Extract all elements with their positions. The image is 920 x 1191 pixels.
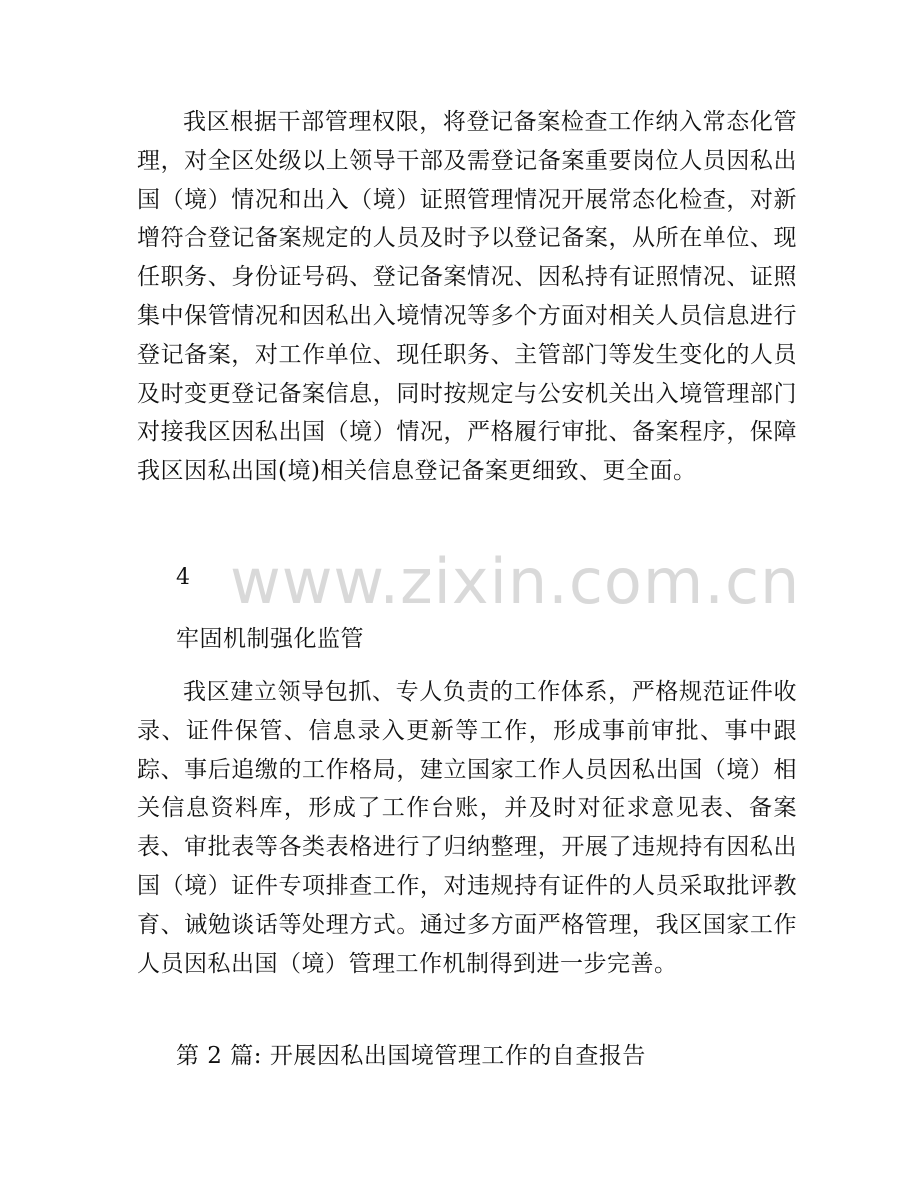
body-paragraph-mechanism: 我区建立领导包抓、专人负责的工作体系，严格规范证件收录、证件保管、信息录入更新等工作，形成事前审批、事中跟踪、事后追缴的工作格局，建立国家工作人员因私出国（境）相关信息资料库，形成了工作台账，并及时对征求意见表、备案表、审批表等各类表格进行了归纳整理，开展了违规持有因私出国（境）证件专项排查工作，对违规持有证件的人员采取批评教育、诫勉谈话等处理方式。通过多方面严格管理，我区国家工作人员因私出国（境）管理工作机制得到进一步完善。	[137, 679, 797, 977]
body-paragraph-registration: 我区根据干部管理权限，将登记备案检查工作纳入常态化管理，对全区处级以上领导干部及需登记备案重要岗位人员因私出国（境）情况和出入（境）证照管理情况开展常态化检查，对新增符合登记备案规定的人员及时予以登记备案，从所在单位、现任职务、身份证号码、登记备案情况、因私持有证照情况、证照集中保管情况和因私出入境情况等多个方面对相关人员信息进行登记备案，对工作单位、现任职务、主管部门等发生变化的人员及时变更登记备案信息，同时按规定与公安机关出入境管理部门对接我区因私出国（境）情况，严格履行审批、备案程序，保障我区因私出国(境)相关信息登记备案更细致、更全面。	[137, 109, 797, 485]
watermark: www.zixin.com.cn	[230, 545, 801, 618]
section-title: 牢固机制强化监管	[176, 626, 364, 652]
section-number: 4	[176, 565, 190, 590]
chapter-heading: 第 2 篇: 开展因私出国境管理工作的自查报告	[176, 1043, 646, 1069]
